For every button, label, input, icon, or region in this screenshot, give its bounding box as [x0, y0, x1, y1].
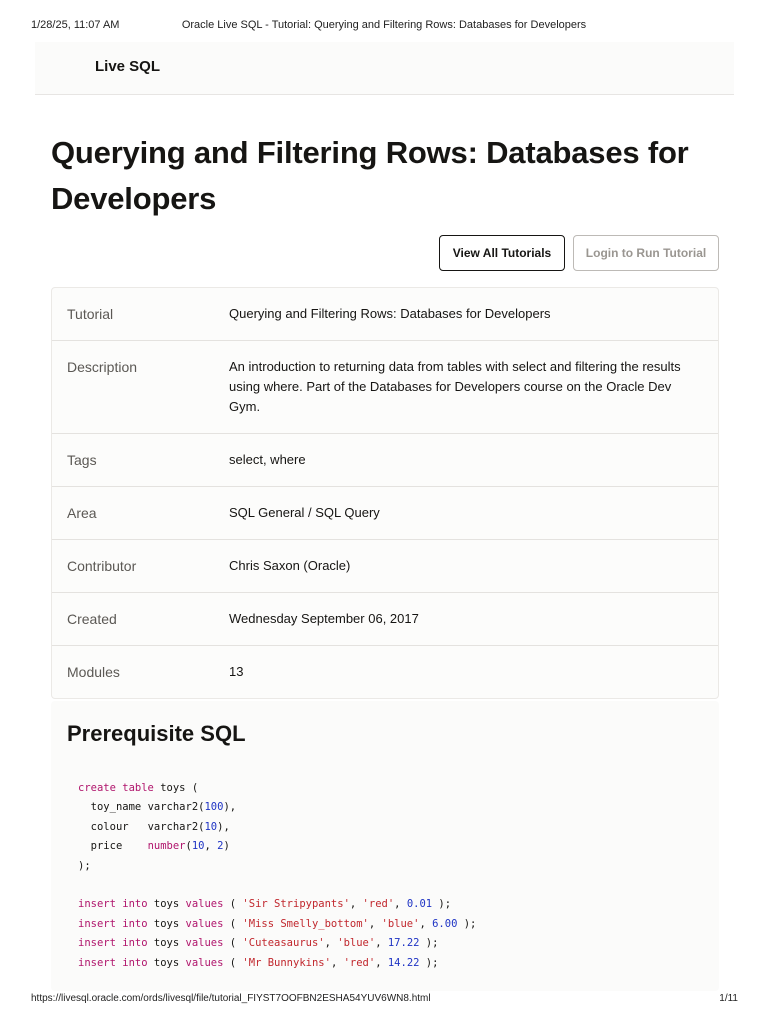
code-keyword: into	[122, 937, 148, 950]
code-keyword: insert	[78, 917, 116, 930]
code-keyword: insert	[78, 937, 116, 950]
code-string: 'red'	[343, 956, 376, 969]
prerequisite-sql-heading: Prerequisite SQL	[67, 721, 246, 746]
print-page-number: 1/11	[719, 993, 738, 1004]
code-string: 'blue'	[381, 917, 420, 930]
code-keyword: into	[122, 898, 148, 911]
page-title-line-2: Developers	[51, 181, 217, 216]
code-keyword: into	[122, 917, 148, 930]
print-header	[0, 19, 768, 33]
code-string: 'red'	[362, 898, 395, 911]
code-identifier: colour	[90, 820, 129, 833]
info-value: select, where	[229, 452, 306, 467]
info-label: Area	[67, 505, 97, 521]
code-keyword: values	[185, 898, 224, 911]
code-keyword: create	[78, 782, 116, 794]
print-date: 1/28/25, 11:07 AM	[31, 19, 120, 31]
code-string: 'blue'	[337, 937, 376, 950]
info-row-tutorial	[52, 288, 718, 341]
prerequisite-sql-code-block: create table toys ( toy_name varchar2(100), colour varchar2(10), price number(10, 2) ); insert into toys values ( 'Sir Stripypants', 'red', 0.01 ); insert into toys values ( 'Miss Smelly_bottom', 'blue', 6.00 ); insert into toys values ( 'Cuteasaurus', 'blue', 17.22 ); insert into toys values ( 'Mr Bunnykins', 'red', 14.22 );	[78, 782, 477, 969]
info-label: Contributor	[67, 558, 137, 574]
info-value: Wednesday September 06, 2017	[229, 611, 419, 626]
code-type: varchar2	[147, 801, 199, 814]
info-row-created	[52, 593, 718, 646]
code-keyword: values	[185, 956, 224, 969]
code-keyword: table	[122, 782, 154, 794]
info-row-contributor	[52, 540, 718, 593]
info-value: An introduction to returning data from tables with select and filtering the results using where. Part of the Databases for Developers course on the Oracle Dev Gym.	[229, 359, 681, 414]
code-string: 'Sir Stripypants'	[242, 898, 350, 911]
page-title	[51, 130, 731, 222]
info-label: Modules	[67, 664, 120, 680]
code-number: 14.22	[387, 956, 420, 969]
code-identifier: toys	[153, 917, 180, 930]
info-value: SQL General / SQL Query	[229, 505, 380, 520]
code-identifier: toys	[153, 898, 180, 911]
print-footer	[0, 993, 768, 1007]
print-url: https://livesql.oracle.com/ords/livesql/file/tutorial_FIYST7OOFBN2ESHA54YUV6WN8.html	[31, 993, 431, 1004]
info-value: Querying and Filtering Rows: Databases for Developers	[229, 306, 551, 321]
code-identifier: toys	[153, 937, 180, 950]
code-identifier: toys	[153, 956, 180, 969]
code-string: 'Cuteasaurus'	[242, 937, 325, 950]
info-label: Tags	[67, 452, 97, 468]
code-number: 10	[204, 820, 218, 833]
info-row-modules	[52, 646, 718, 698]
code-type: varchar2	[147, 820, 199, 833]
info-label: Description	[67, 359, 138, 375]
top-navigation-bar	[35, 42, 734, 95]
code-type: number	[147, 840, 186, 853]
info-label: Created	[67, 611, 117, 627]
code-keyword: insert	[78, 956, 116, 969]
tutorial-info-table	[51, 287, 719, 699]
info-row-tags	[52, 434, 718, 487]
code-string: 'Mr Bunnykins'	[242, 956, 331, 969]
code-number: 2	[217, 840, 224, 853]
info-value: 13	[229, 664, 244, 679]
code-string: 'Miss Smelly_bottom'	[242, 917, 369, 930]
info-row-area	[52, 487, 718, 540]
view-all-tutorials-button[interactable]: View All Tutorials	[439, 235, 565, 271]
code-keyword: into	[122, 956, 148, 969]
login-to-run-tutorial-button[interactable]: Login to Run Tutorial	[573, 235, 719, 271]
code-keyword: insert	[78, 898, 116, 911]
code-keyword: values	[185, 917, 224, 930]
code-number: 17.22	[387, 937, 420, 950]
print-doc-title: Oracle Live SQL - Tutorial: Querying and Filtering Rows: Databases for Developers	[181, 19, 587, 31]
code-identifier: toys	[160, 782, 186, 794]
live-sql-logo-link[interactable]: Live SQL	[95, 58, 161, 75]
code-number: 10	[191, 840, 205, 853]
code-keyword: values	[185, 937, 224, 950]
code-number: 6.00	[432, 917, 458, 930]
code-identifier: price	[90, 840, 123, 853]
code-identifier: toy_name	[90, 801, 142, 814]
prerequisite-sql-section	[51, 701, 719, 991]
info-value: Chris Saxon (Oracle)	[229, 558, 351, 573]
code-number: 100	[204, 801, 224, 814]
page-title-line-1: Querying and Filtering Rows: Databases for	[51, 135, 689, 170]
code-number: 0.01	[406, 898, 433, 911]
info-label: Tutorial	[67, 306, 114, 322]
info-row-description	[52, 341, 718, 434]
